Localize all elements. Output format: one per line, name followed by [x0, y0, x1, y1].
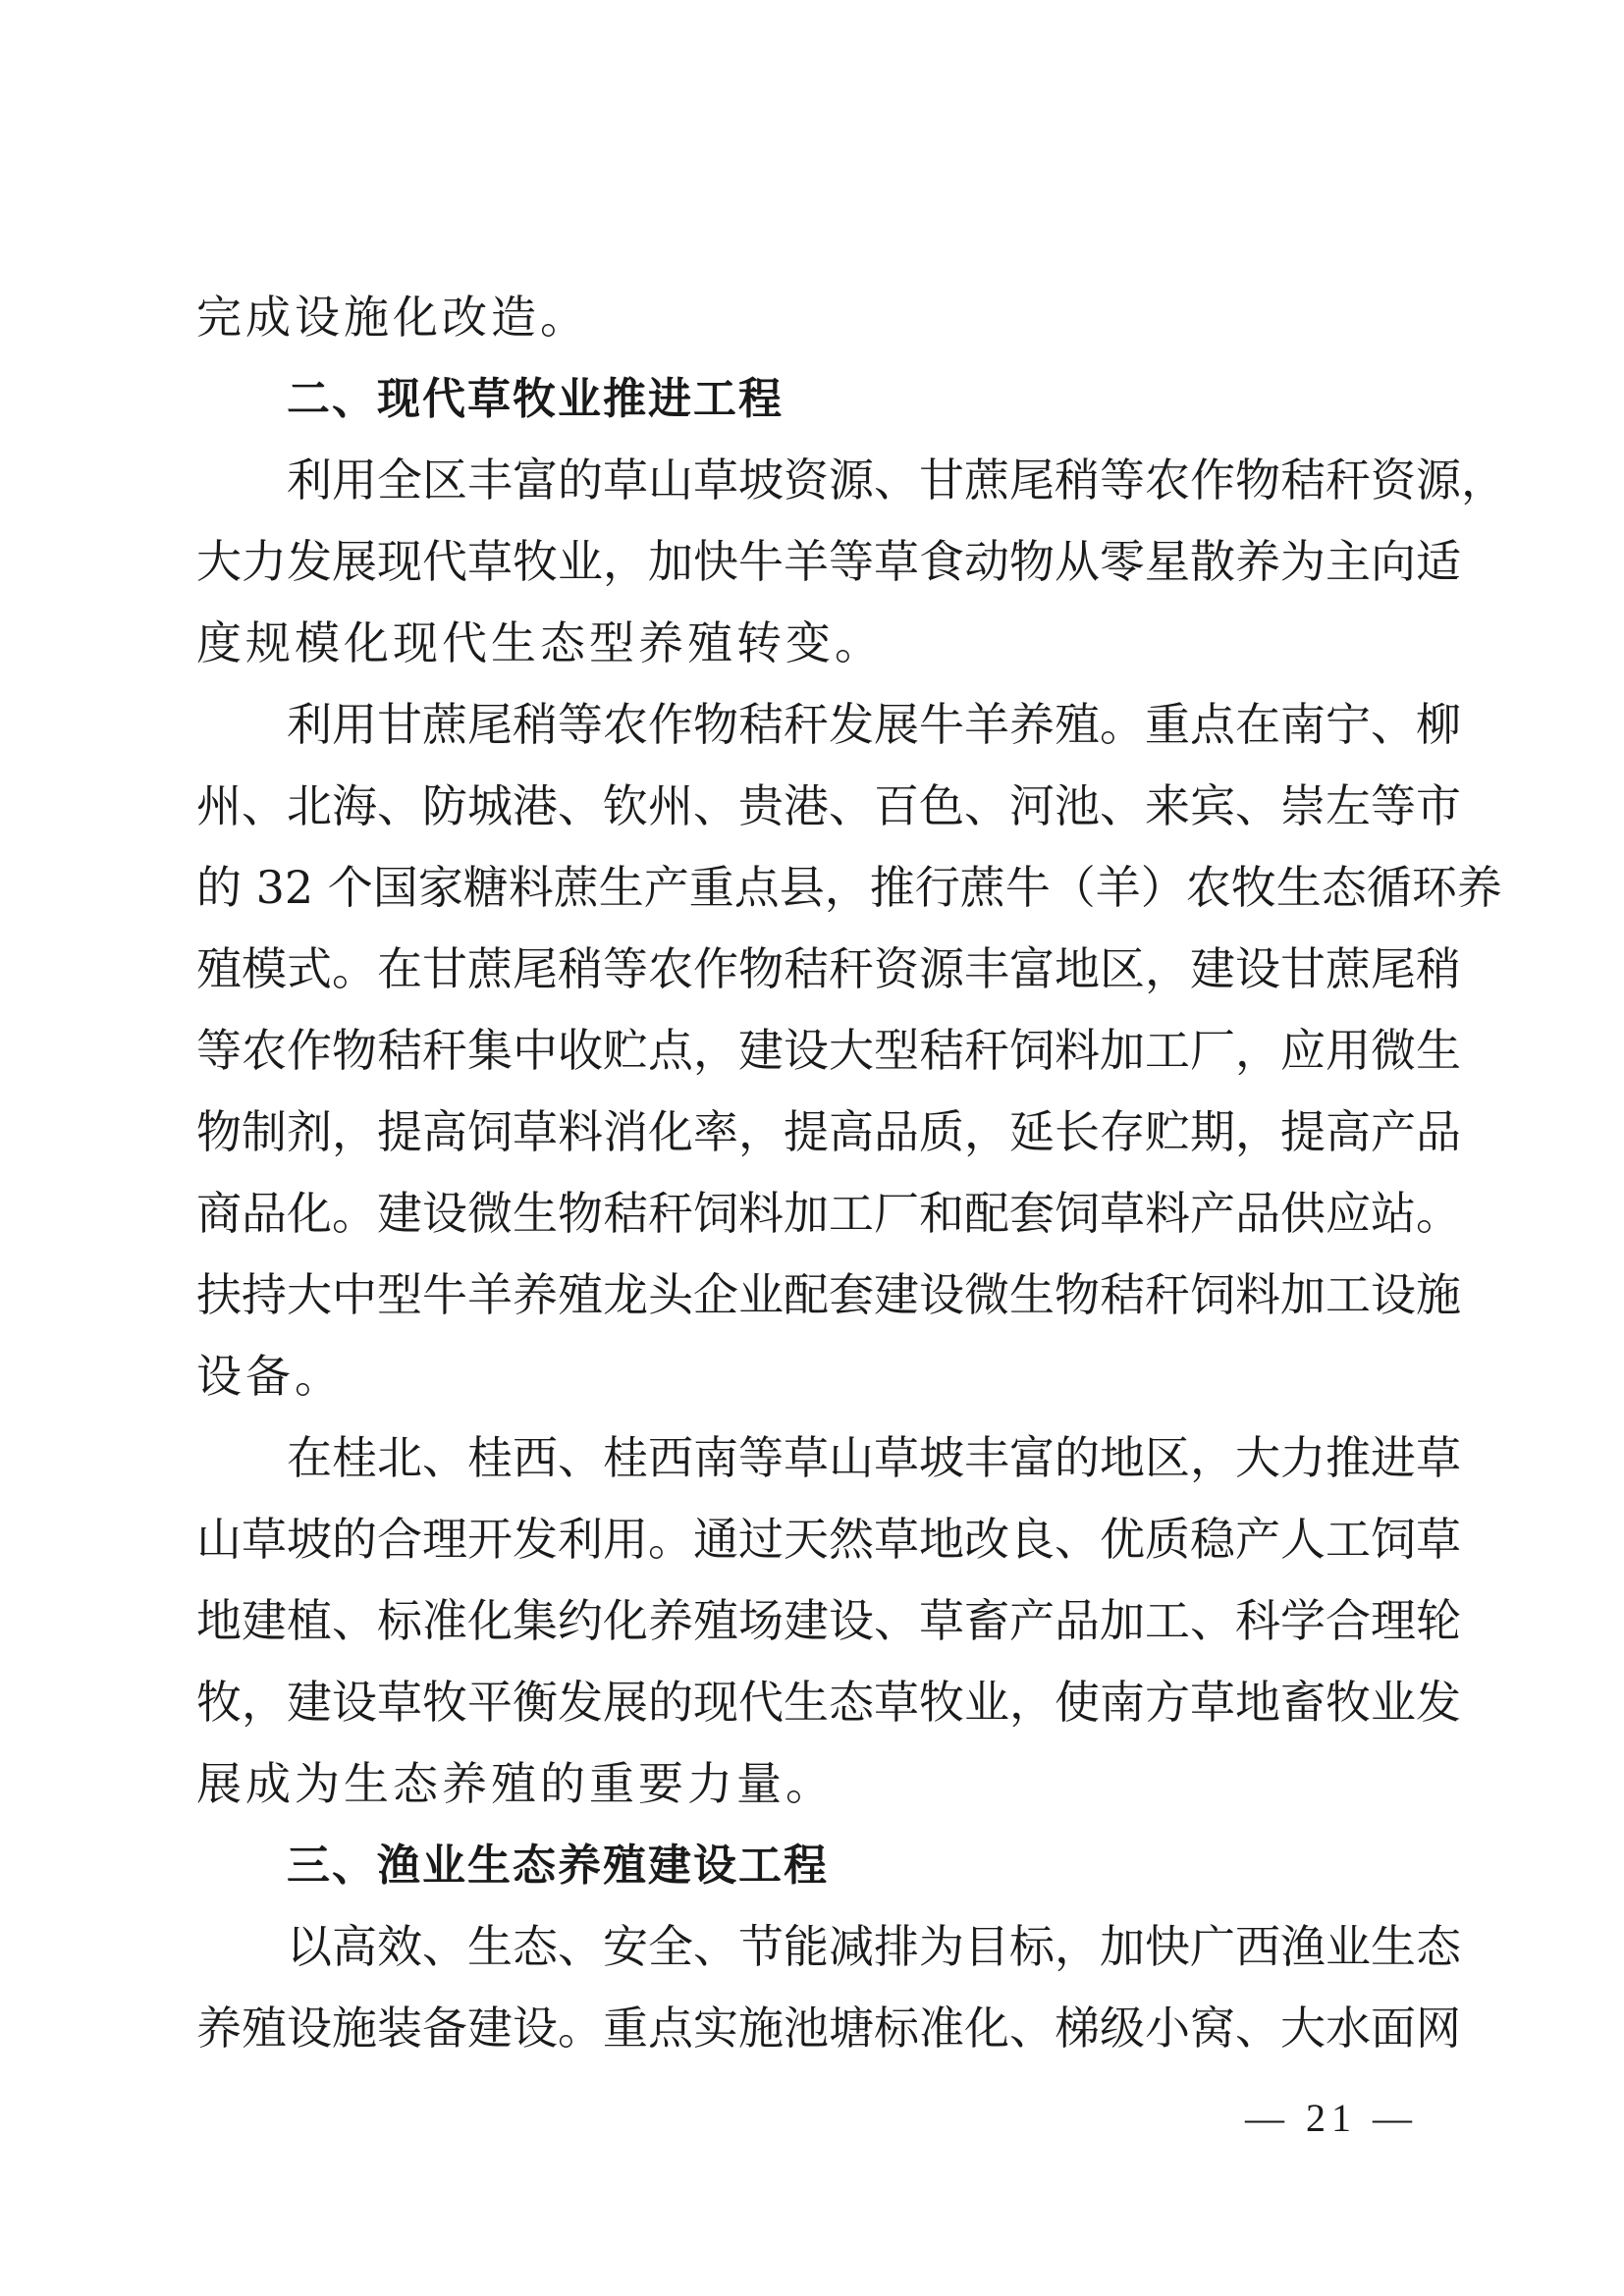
text-line: 商品化。建设微生物秸秆饲料加工厂和配套饲草料产品供应站。 [196, 1187, 1461, 1240]
section-heading: 三、渔业生态养殖建设工程 [287, 1841, 829, 1891]
text-line: 大力发展现代草牧业，加快牛羊等草食动物从零星散养为主向适 [196, 535, 1461, 588]
text-line: 养殖设施装备建设。重点实施池塘标准化、梯级小窝、大水面网 [196, 2002, 1461, 2055]
text-line: 的 32 个国家糖料蔗生产重点县，推行蔗牛（羊）农牧生态循环养 [196, 861, 1502, 914]
text-line: 等农作物秸秆集中收贮点，建设大型秸秆饲料加工厂，应用微生 [196, 1024, 1461, 1077]
page-number: — 21 — [1245, 2096, 1418, 2140]
text-line: 完成设施化改造。 [196, 291, 589, 344]
section-heading: 二、现代草牧业推进工程 [287, 374, 784, 424]
text-line: 殖模式。在甘蔗尾稍等农作物秸秆资源丰富地区，建设甘蔗尾稍 [196, 942, 1461, 995]
text-line: 牧，建设草牧平衡发展的现代生态草牧业，使南方草地畜牧业发 [196, 1676, 1461, 1729]
text-line: 以高效、生态、安全、节能减排为目标，加快广西渔业生态 [287, 1920, 1461, 1973]
text-line: 山草坡的合理开发利用。通过天然草地改良、优质稳产人工饲草 [196, 1513, 1461, 1566]
text-line: 设备。 [196, 1350, 344, 1403]
text-line: 利用甘蔗尾稍等农作物秸秆发展牛羊养殖。重点在南宁、柳 [287, 698, 1461, 751]
text-line: 在桂北、桂西、桂西南等草山草坡丰富的地区，大力推进草 [287, 1431, 1461, 1484]
text-line: 地建植、标准化集约化养殖场建设、草畜产品加工、科学合理轮 [196, 1594, 1461, 1647]
text-line: 扶持大中型牛羊养殖龙头企业配套建设微生物秸秆饲料加工设施 [196, 1268, 1461, 1321]
text-line: 州、北海、防城港、钦州、贵港、百色、河池、来宾、崇左等市 [196, 779, 1461, 832]
text-line: 利用全区丰富的草山草坡资源、甘蔗尾稍等农作物秸秆资源， [287, 454, 1506, 507]
text-line: 物制剂，提高饲草料消化率，提高品质，延长存贮期，提高产品 [196, 1105, 1461, 1158]
text-line: 度规模化现代生态型养殖转变。 [196, 616, 884, 669]
text-line: 展成为生态养殖的重要力量。 [196, 1757, 835, 1810]
body-text [196, 277, 1506, 2069]
